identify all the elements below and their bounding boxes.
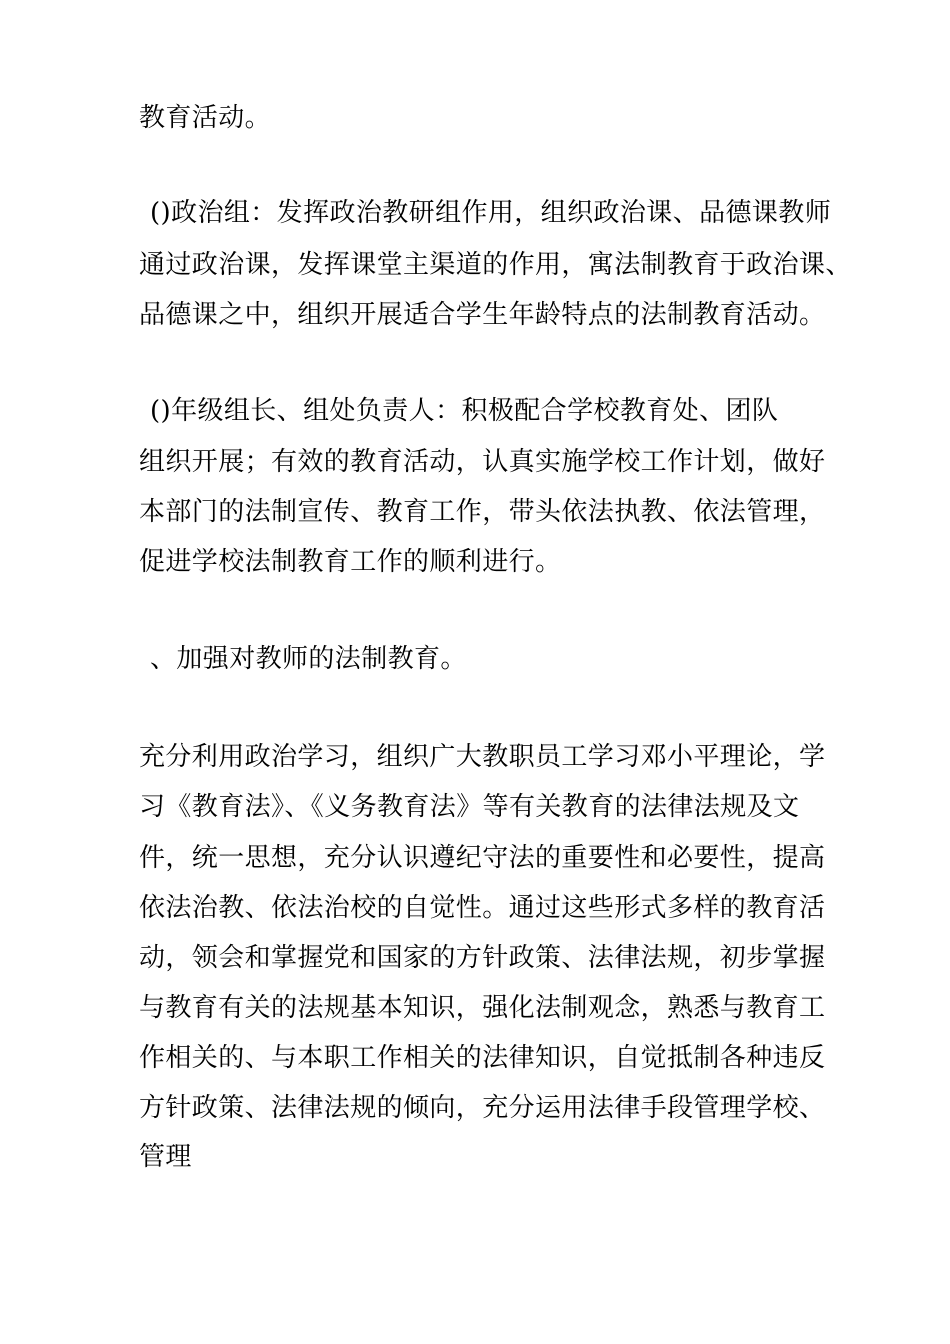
paragraph-2-line-1: ()政治组：发挥政治教研组作用，组织政治课、品德课教师 bbox=[150, 198, 832, 228]
paragraph-3-line-3: 本部门的法制宣传、教育工作，带头依法执教、依法管理， bbox=[139, 497, 826, 527]
paragraph-5-line-1: 充分利用政治学习，组织广大教职员工学习邓小平理论，学 bbox=[139, 742, 826, 772]
paragraph-1-line-1: 教育活动。 bbox=[139, 103, 272, 133]
paragraph-2-line-3: 品德课之中，组织开展适合学生年龄特点的法制教育活动。 bbox=[139, 300, 826, 330]
paragraph-5-line-4: 依法治教、依法治校的自觉性。通过这些形式多样的教育活 bbox=[139, 893, 826, 923]
paragraph-5-line-9: 管理 bbox=[139, 1142, 192, 1172]
paragraph-3-line-4: 促进学校法制教育工作的顺利进行。 bbox=[139, 547, 562, 577]
paragraph-5-line-7: 作相关的、与本职工作相关的法律知识，自觉抵制各种违反 bbox=[139, 1043, 826, 1073]
paragraph-5-line-5: 动，领会和掌握党和国家的方针政策、法律法规，初步掌握 bbox=[139, 943, 826, 973]
paragraph-3-line-1: ()年级组长、组处负责人：积极配合学校教育处、团队 bbox=[150, 396, 779, 426]
paragraph-2-line-2: 通过政治课，发挥课堂主渠道的作用，寓法制教育于政治课、 bbox=[139, 250, 852, 280]
section-heading: 、加强对教师的法制教育。 bbox=[150, 644, 467, 674]
paragraph-5-line-2: 习《教育法》、《义务教育法》等有关教育的法律法规及文 bbox=[139, 792, 800, 822]
paragraph-3-line-2: 组织开展；有效的教育活动，认真实施学校工作计划，做好 bbox=[139, 447, 826, 477]
paragraph-5-line-6: 与教育有关的法规基本知识，强化法制观念，熟悉与教育工 bbox=[139, 993, 826, 1023]
paragraph-5-line-3: 件，统一思想，充分认识遵纪守法的重要性和必要性，提高 bbox=[139, 843, 826, 873]
paragraph-5-line-8: 方针政策、法律法规的倾向，充分运用法律手段管理学校、 bbox=[139, 1093, 826, 1123]
